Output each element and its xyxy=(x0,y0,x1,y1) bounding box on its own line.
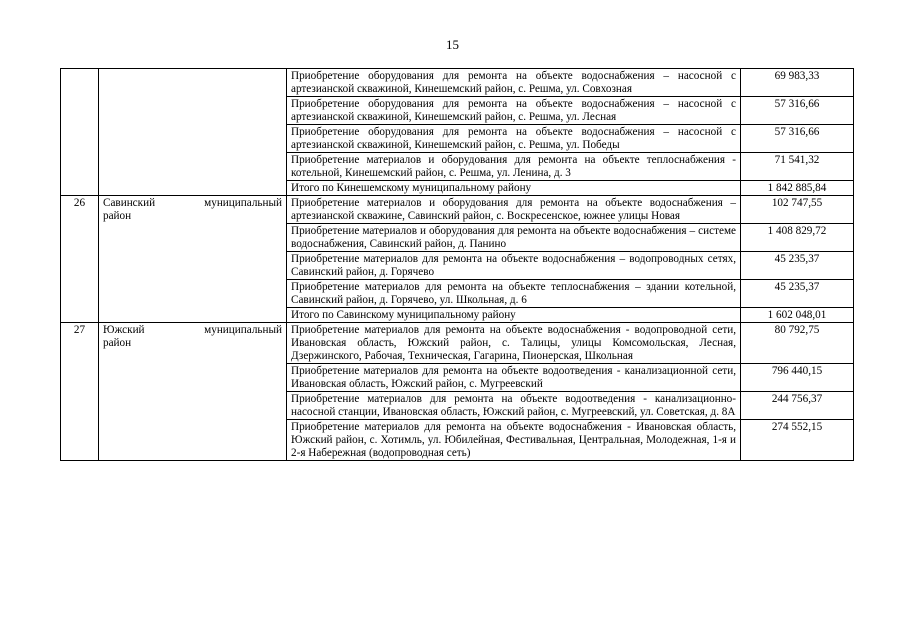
total-label: Итого по Савинскому муниципальному району xyxy=(287,308,741,323)
table-row xyxy=(61,323,854,364)
district-name xyxy=(99,196,287,323)
district-name-word: муниципальный xyxy=(204,324,282,336)
item-description: Приобретение оборудования для ремонта на объекте водоснабжения – насосной с артезианской скважиной, Кинешемский район, с. Решма, ул. Победы xyxy=(287,125,741,153)
item-description: Приобретение материалов для ремонта на объекте водоснабжения - водопроводной сети, Ивановская область, Южский район, с. Талицы, улицы Комсомольская, Лесная, Дзержинского, Рабочая, Техническая, Гагарина, Пионерская, Школьная xyxy=(287,323,741,364)
district-name-word: район xyxy=(103,337,132,349)
district-name-word: Савинский xyxy=(103,197,156,209)
district-name xyxy=(99,69,287,196)
item-amount: 57 316,66 xyxy=(741,125,854,153)
item-description: Приобретение материалов и оборудования для ремонта на объекте теплоснабжения - котельной, Кинешемский район, с. Решма, ул. Ленина, д. 3 xyxy=(287,153,741,181)
item-description: Приобретение материалов для ремонта на объекте водоотведения - канализационной сети, Ивановская область, Южский район, с. Мугреевский xyxy=(287,364,741,392)
item-description: Приобретение материалов и оборудования для ремонта на объекте водоснабжения – системе водоснабжения, Савинский район, д. Панино xyxy=(287,224,741,252)
item-amount: 69 983,33 xyxy=(741,69,854,97)
total-label: Итого по Кинешемскому муниципальному району xyxy=(287,181,741,196)
district-name-word: муниципальный xyxy=(204,197,282,209)
total-amount: 1 602 048,01 xyxy=(741,308,854,323)
item-amount: 80 792,75 xyxy=(741,323,854,364)
item-amount: 45 235,37 xyxy=(741,252,854,280)
item-description: Приобретение материалов для ремонта на объекте водоснабжения – водопроводных сетях, Савинский район, д. Горячево xyxy=(287,252,741,280)
item-description: Приобретение материалов и оборудования для ремонта на объекте водоснабжения – артезианской скважине, Савинский район, с. Воскресенское, южнее улицы Новая xyxy=(287,196,741,224)
district-name-word: район xyxy=(103,210,132,222)
page-number: 15 xyxy=(446,37,459,52)
item-description: Приобретение материалов для ремонта на объекте водоотведения - канализационно-насосной станции, Ивановская область, Южский район, с. Мугреевский, ул. Советская, д. 8А xyxy=(287,392,741,420)
item-description: Приобретение материалов для ремонта на объекте теплоснабжения – здании котельной, Савинский район, д. Горячево, ул. Школьная, д. 6 xyxy=(287,280,741,308)
table-row xyxy=(61,69,854,97)
row-number: 26 xyxy=(61,196,99,323)
row-number xyxy=(61,69,99,196)
row-number: 27 xyxy=(61,323,99,461)
item-amount: 57 316,66 xyxy=(741,97,854,125)
item-description: Приобретение оборудования для ремонта на объекте водоснабжения – насосной с артезианской скважиной, Кинешемский район, с. Решма, ул. Лесная xyxy=(287,97,741,125)
item-amount: 274 552,15 xyxy=(741,420,854,461)
item-description: Приобретение материалов для ремонта на объекте водоснабжения - Ивановская область, Южский район, с. Хотимль, ул. Юбилейная, Фестивальная, Центральная, Молодежная, 1-я и 2-я Набережная (водопроводная сеть) xyxy=(287,420,741,461)
item-amount: 45 235,37 xyxy=(741,280,854,308)
funding-table xyxy=(60,68,854,461)
item-amount: 1 408 829,72 xyxy=(741,224,854,252)
district-name-word: Южский xyxy=(103,324,145,336)
district-name xyxy=(99,323,287,461)
item-amount: 796 440,15 xyxy=(741,364,854,392)
table-row xyxy=(61,196,854,224)
item-amount: 244 756,37 xyxy=(741,392,854,420)
item-description: Приобретение оборудования для ремонта на объекте водоснабжения – насосной с артезианской скважиной, Кинешемский район, с. Решма, ул. Совхозная xyxy=(287,69,741,97)
item-amount: 102 747,55 xyxy=(741,196,854,224)
item-amount: 71 541,32 xyxy=(741,153,854,181)
total-amount: 1 842 885,84 xyxy=(741,181,854,196)
